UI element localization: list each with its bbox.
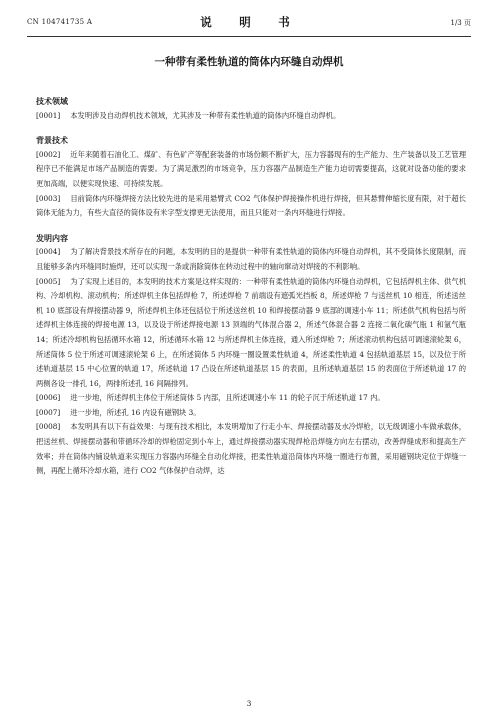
- paragraph-number: [0004]: [36, 247, 61, 257]
- paragraph: [36, 245, 466, 274]
- paragraph-number: [0006]: [36, 393, 61, 403]
- paragraph-text: 本发明涉及自动焊机技术领域，尤其涉及一种带有柔性轨道的筒体内环缝自动焊机。: [70, 110, 341, 120]
- paragraph: [36, 275, 466, 392]
- document-type: 说 明 书: [200, 15, 298, 29]
- paragraph-text: 进一步地，所述焊机主体位于所述筒体 5 内部，且所述调速小车 11 的轮子沉于所述轨道 17 内。: [70, 393, 385, 403]
- paragraph: [36, 192, 466, 221]
- paragraph: [36, 391, 466, 406]
- paragraph-text: 为了解决背景技术所存在的问题，本发明的目的是提供一种带有柔性轨道的筒体内环缝自动焊机，其不受筒体长度限制，而且能够多条内环缝同时施焊，还可以实现一条或消除筒体在转动过程中的轴向窜动对焊接的不利影响。: [36, 247, 466, 271]
- paragraph: [36, 420, 466, 478]
- paragraph-text: 进一步地，所述孔 16 内设有磁钢块 3。: [70, 407, 201, 417]
- header-rule: [27, 36, 471, 37]
- paragraph-number: [0008]: [36, 422, 61, 432]
- page-info: 1/3 页: [450, 19, 471, 27]
- section-heading: 发明内容: [36, 232, 68, 243]
- section-heading: 背景技术: [36, 135, 68, 146]
- document-body: [36, 94, 466, 479]
- paragraph-number: [0003]: [36, 193, 61, 203]
- document-title: 一种带有柔性轨道的筒体内环缝自动焊机: [154, 56, 344, 68]
- paragraph: [36, 109, 466, 124]
- paragraph-number: [0007]: [36, 407, 61, 417]
- paragraph-number: [0005]: [36, 276, 61, 286]
- paragraph-text: 为了实现上述目的，本发明的技术方案是这样实现的：一种带有柔性轨道的筒体内环缝自动焊机，它包括焊机主体、供气机构、冷却机构、滚动机构；所述焊机主体包括焊枪 7，所述焊枪 7 前端设有遮弧光挡板 8，所述焊枪 7 与送丝机 10 相连，所述送丝机 10 底部设有焊接摆动器 9，所述焊机主体还包括位于所述送丝机 10 和焊接摆动器 9 底部的调速小车 11；所述供气机构包括与所述焊机主体连接的焊接电源 13，以及设于所述焊接电源 13 顶端的气体混合器 2，所述气体混合器 2 连接二氧化碳气瓶 1 和氩气瓶 14；所述冷却机构包括循环水箱 12，所述循环水箱 12 与所述焊机主体连接，通入所述焊枪 7；所述滚动机构包括可调速滚轮架 6，所述筒体 5 位于所述可调速滚轮架 6 上，在所述筒体 5 内环缝一圈设置柔性轨道 4，所述柔性轨道 4 包括轨道基层 15，以及位于所述轨道基层 15 中心位置的轨道 17，所述轨道 17 凸设在所述轨道基层 15 的表面，且所述轨道基层 15 的表面位于所述轨道 17 的两侧各设一排孔 16，两排所述孔 16 间隔排列。: [36, 276, 466, 388]
- page-header: [27, 14, 471, 36]
- paragraph-number: [0001]: [36, 110, 61, 120]
- paragraph: [36, 406, 466, 421]
- paragraph-text: 本发明具有以下有益效果：与现有技术相比，本发明增加了行走小车、焊接摆动器及水冷焊枪，以无级调速小车做承载体，把送丝机、焊接摆动器和带循环冷却的焊枪固定到小车上，通过焊接摆动器实现焊枪沿焊缝方向左右摆动，改善焊缝成形和提高生产效率；并在筒体内铺设轨道来实现压力容器内环缝全自动化焊接，把柔性轨道沿筒体内环缝一圈进行布置，采用磁钢块定位于焊缝一侧，再配上循环冷却水箱，进行 CO2 气体保护自动焊，达: [36, 422, 466, 476]
- paragraph: [36, 148, 466, 192]
- paragraph-number: [0002]: [36, 149, 61, 159]
- page-number: 3: [246, 699, 252, 708]
- paragraph-text: 目前筒体内环缝焊接方法比较先进的是采用悬臂式 CO2 气体保护焊接操作机进行焊接，但其悬臂伸缩长度有限，对于超长筒体无能为力，有些大直径的筒体设有米字型支撑更无法使用，而且只能对一条内环缝进行焊接。: [36, 193, 466, 218]
- publication-number: CN 104741735 A: [27, 18, 93, 26]
- section-heading: 技术领域: [36, 96, 68, 106]
- paragraph-text: 近年来随着石油化工、煤矿、有色矿产等配套装备的市场份额不断扩大，压力容器现有的生产能力、生产装备以及工艺管理程序已不能满足市场产品制造的需要。为了满足激烈的市场竞争，压力容器产品制造生产能力迫切需要提高，这就对设备功能的要求更加高端，以便实现快速、可持续发展。: [36, 149, 466, 188]
